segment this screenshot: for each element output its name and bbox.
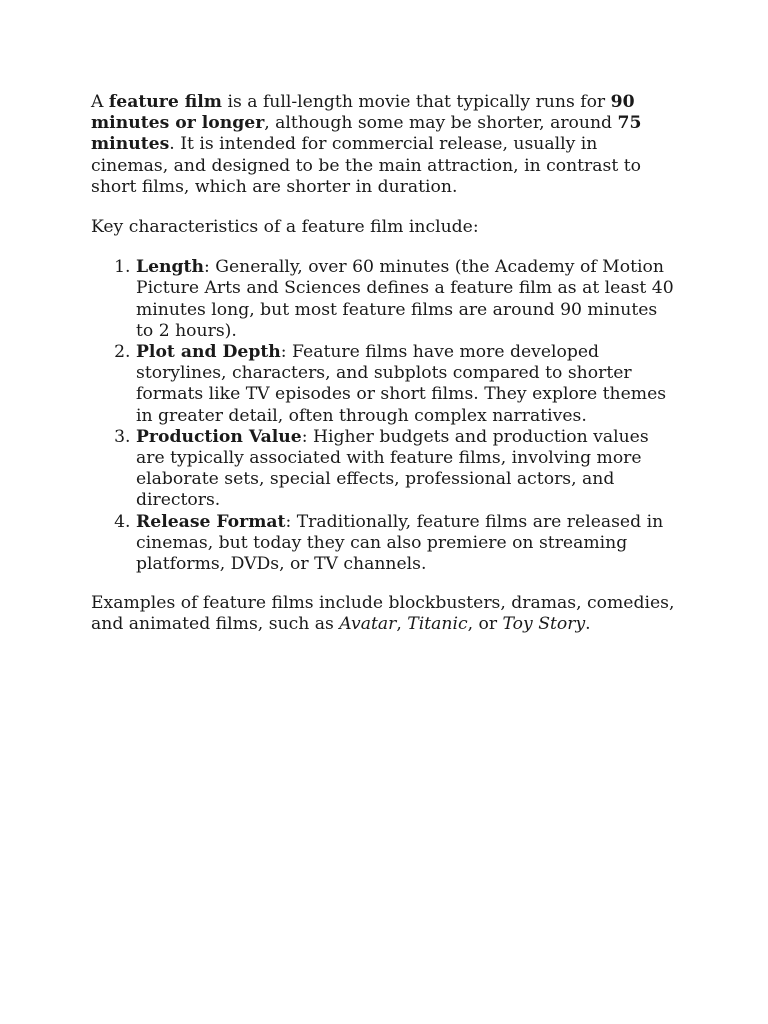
examples-text-3: , or: [467, 614, 503, 635]
intro-text-1: A: [91, 92, 109, 112]
list-item-term: Length: [136, 257, 204, 278]
list-item-text: : Higher budgets and production values are typically associated with feature films, involving more elaborate sets, special effects, professional actors, and directors.: [136, 426, 649, 511]
list-item-release-format: [136, 512, 678, 576]
list-item-plot-and-depth: [136, 342, 678, 427]
term-90-minutes: 90 minutes or longer: [91, 92, 635, 134]
characteristics-list: [91, 257, 678, 575]
list-item-term: Release Format: [136, 511, 286, 532]
examples-paragraph: [91, 593, 678, 635]
intro-text-2: is a full-length movie that typically runs for: [221, 92, 611, 112]
list-item-text: : Generally, over 60 minutes (the Academy of Motion Picture Arts and Sciences defines a feature film as at least 40 minutes long, but most feature films are around 90 minutes to 2 hours).: [136, 257, 674, 341]
examples-text-1: Examples of feature films include blockbusters, dramas, comedies, and animated films, such as: [91, 593, 675, 635]
list-item-length: [136, 257, 678, 342]
key-characteristics-heading: Key characteristics of a feature film include:: [91, 217, 479, 238]
list-item-text: : Feature films have more developed storylines, characters, and subplots compared to shorter formats like TV episodes or short films. They explore themes in greater detail, often through complex narratives.: [136, 342, 667, 426]
examples-text-4: .: [585, 614, 591, 635]
list-item-term: Plot and Depth: [136, 342, 281, 363]
intro-paragraph: [91, 92, 678, 198]
title-toy-story: Toy Story: [502, 614, 586, 635]
title-avatar: Avatar: [339, 614, 397, 635]
title-titanic: Titanic: [407, 614, 468, 635]
list-item-term: Production Value: [136, 426, 302, 447]
term-feature-film: feature film: [108, 92, 222, 112]
intro-text-3: , although some may be shorter, around: [264, 113, 618, 134]
intro-text-4: . It is intended for commercial release, usually in cinemas, and designed to be the main attraction, in contrast to short films, which are shorter in duration.: [91, 134, 641, 197]
list-item-production-value: [136, 427, 678, 512]
examples-text-2: ,: [396, 614, 408, 635]
term-75-minutes: 75 minutes: [91, 113, 642, 155]
list-item-text: : Traditionally, feature films are released in cinemas, but today they can also premiere on streaming platforms, DVDs, or TV channels.: [136, 511, 664, 575]
